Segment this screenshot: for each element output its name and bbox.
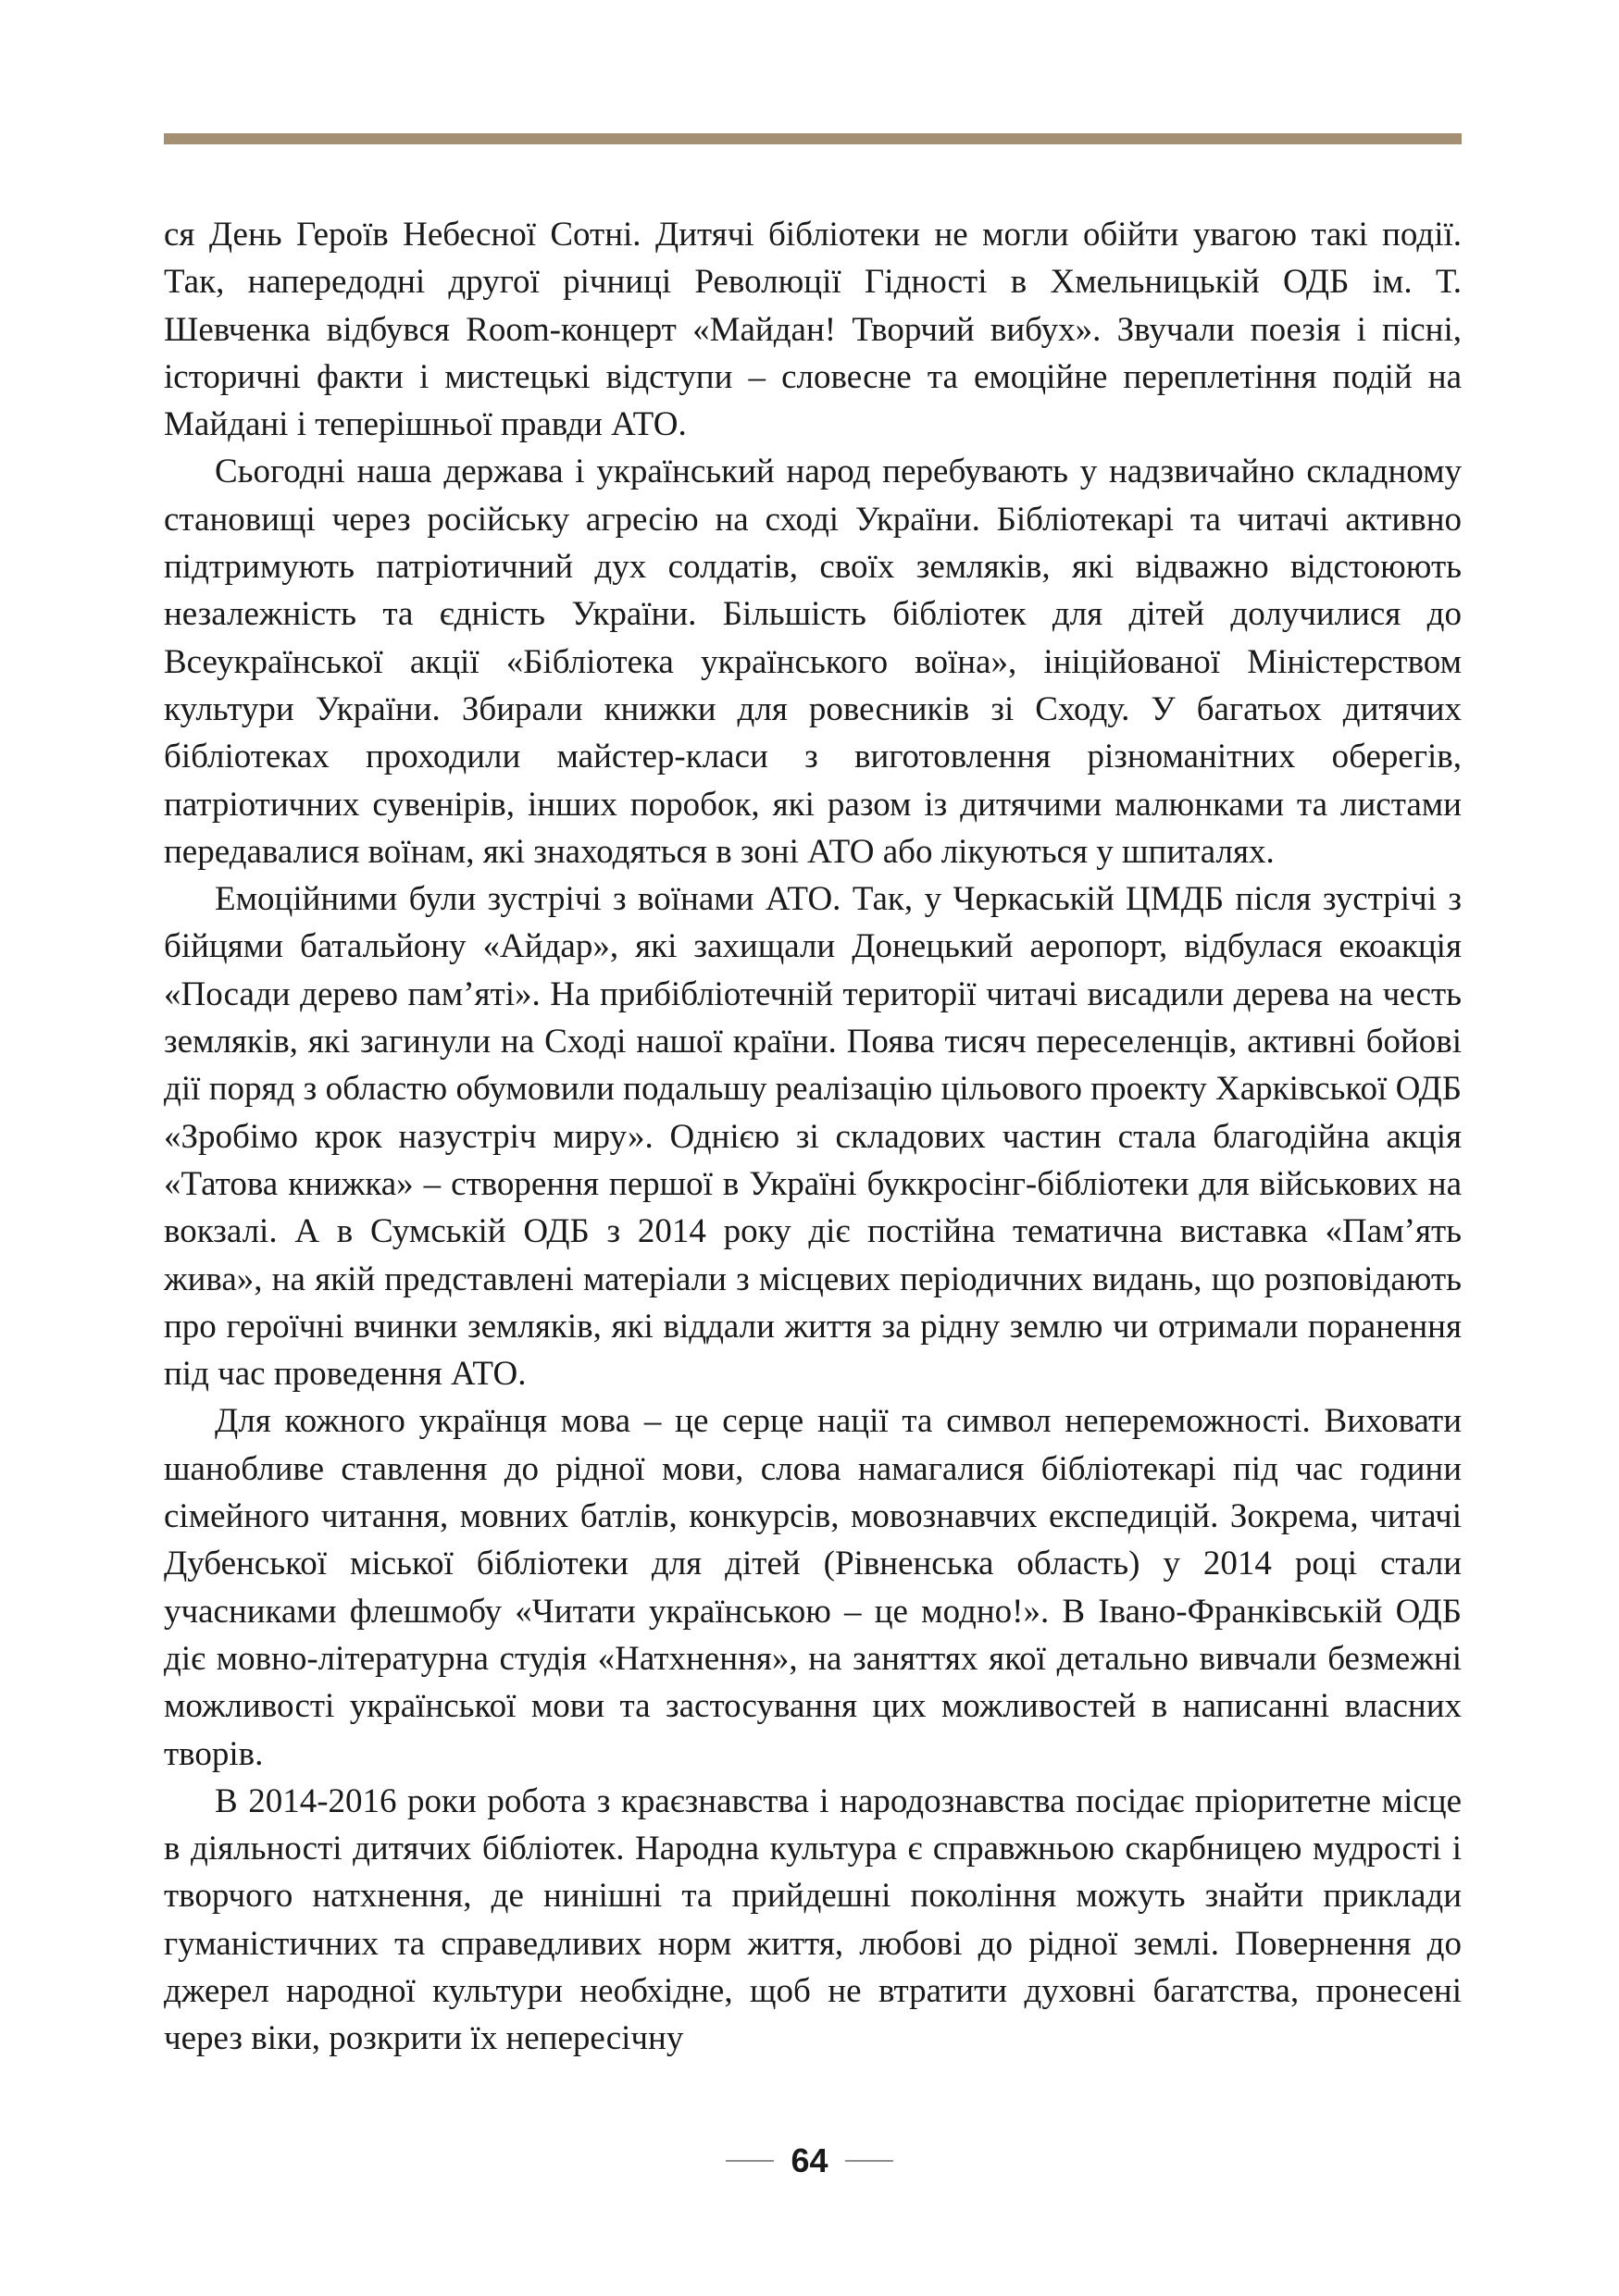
top-decorative-rule — [164, 133, 1462, 144]
page-number: 64 — [791, 2141, 828, 2179]
paragraph-ato-meetings: Емоційними були зустрічі з воїнами АТО. Так, у Черкаській ЦМДБ після зустрічі з бійцями батальйону «Айдар», які захищали Донецький аеропорт, відбулася екоакція «Посади дерево пам’яті». На прибібліотечній території читачі висадили дерева на честь земляків, які загинули на Сході нашої країни. Поява тисяч переселенців, активні бойові дії поряд з областю обумовили подальшу реалізацію цільового проекту Харківської ОДБ «Зробімо крок назустріч миру». Однією зі складових частин стала благодійна акція «Татова книжка» – створення першої в Україні буккросінг-бібліотеки для військових на вокзалі. А в Сумській ОДБ з 2014 року діє постійна тематична виставка «Пам’ять жива», на якій представлені матеріали з місцевих періодичних видань, що розповідають про героїчні вчинки земляків, які віддали життя за рідну землю чи отримали поранення під час проведення АТО. — [164, 880, 1462, 1394]
paragraph-continuation: ся День Героїв Небесної Сотні. Дитячі бібліотеки не могли обійти увагою такі події. Так, напередодні другої річниці Революції Гідності в Хмельницькій ОДБ ім. Т. Шевченка відбувся Room-концерт «Майдан! Творчий вибух». Звучали поезія і пісні, історичні факти і мистецькі відступи – словесне та емоційне переплетіння подій на Майдані і теперішньої правди АТО. — [164, 216, 1462, 444]
footer-left-line — [726, 2160, 774, 2162]
footer-right-line — [845, 2160, 893, 2162]
page-footer — [0, 2138, 1619, 2184]
paragraph-local-history: В 2014-2016 роки робота з краєзнавства і народознавства посідає пріоритетне місце в діяльності дитячих бібліотек. Народна культура є справжньою скарбницею мудрості і творчого натхнення, де нинішні та прийдешні покоління можуть знайти приклади гуманістичних та справедливих норм життя, любові до рідної землі. Повернення до джерел народної культури необхідне, щоб не втратити духовні багатства, пронесені через віки, розкрити їх непересічну — [164, 1781, 1462, 2058]
body-text — [164, 211, 1462, 2063]
paragraph-language: Для кожного українця мова – це серце нації та символ непереможності. Виховати шанобливе ставлення до рідної мови, слова намагалися бібліотекарі під час години сімейного читання, мовних батлів, конкурсів, мовознавчих експедицій. Зокрема, читачі Дубенської міської бібліотеки для дітей (Рівненська область) у 2014 році стали учасниками флешмобу «Читати українською – це модно!». В Івано-Франківській ОДБ діє мовно-літературна студія «Натхнення», на заняттях якої детально вивчали безмежні можливості української мови та застосування цих можливостей в написанні власних творів. — [164, 1402, 1462, 1773]
paragraph-aggression: Сьогодні наша держава і український народ перебувають у надзвичайно складному становищі через російську агресію на сході України. Бібліотекарі та читачі активно підтримують патріотичний дух солдатів, своїх земляків, які відважно відстоюють незалежність та єдність України. Більшість бібліотек для дітей долучилися до Всеукраїнської акції «Бібліотека українського воїна», ініційованої Міністерством культури України. Збирали книжки для ровесників зі Сходу. У багатьох дитячих бібліотеках проходили майстер-класи з виготовлення різноманітних оберегів, патріотичних сувенірів, інших поробок, які разом із дитячими малюнками та листами передавалися воїнам, які знаходяться в зоні АТО або лікуються у шпиталях. — [164, 453, 1462, 871]
